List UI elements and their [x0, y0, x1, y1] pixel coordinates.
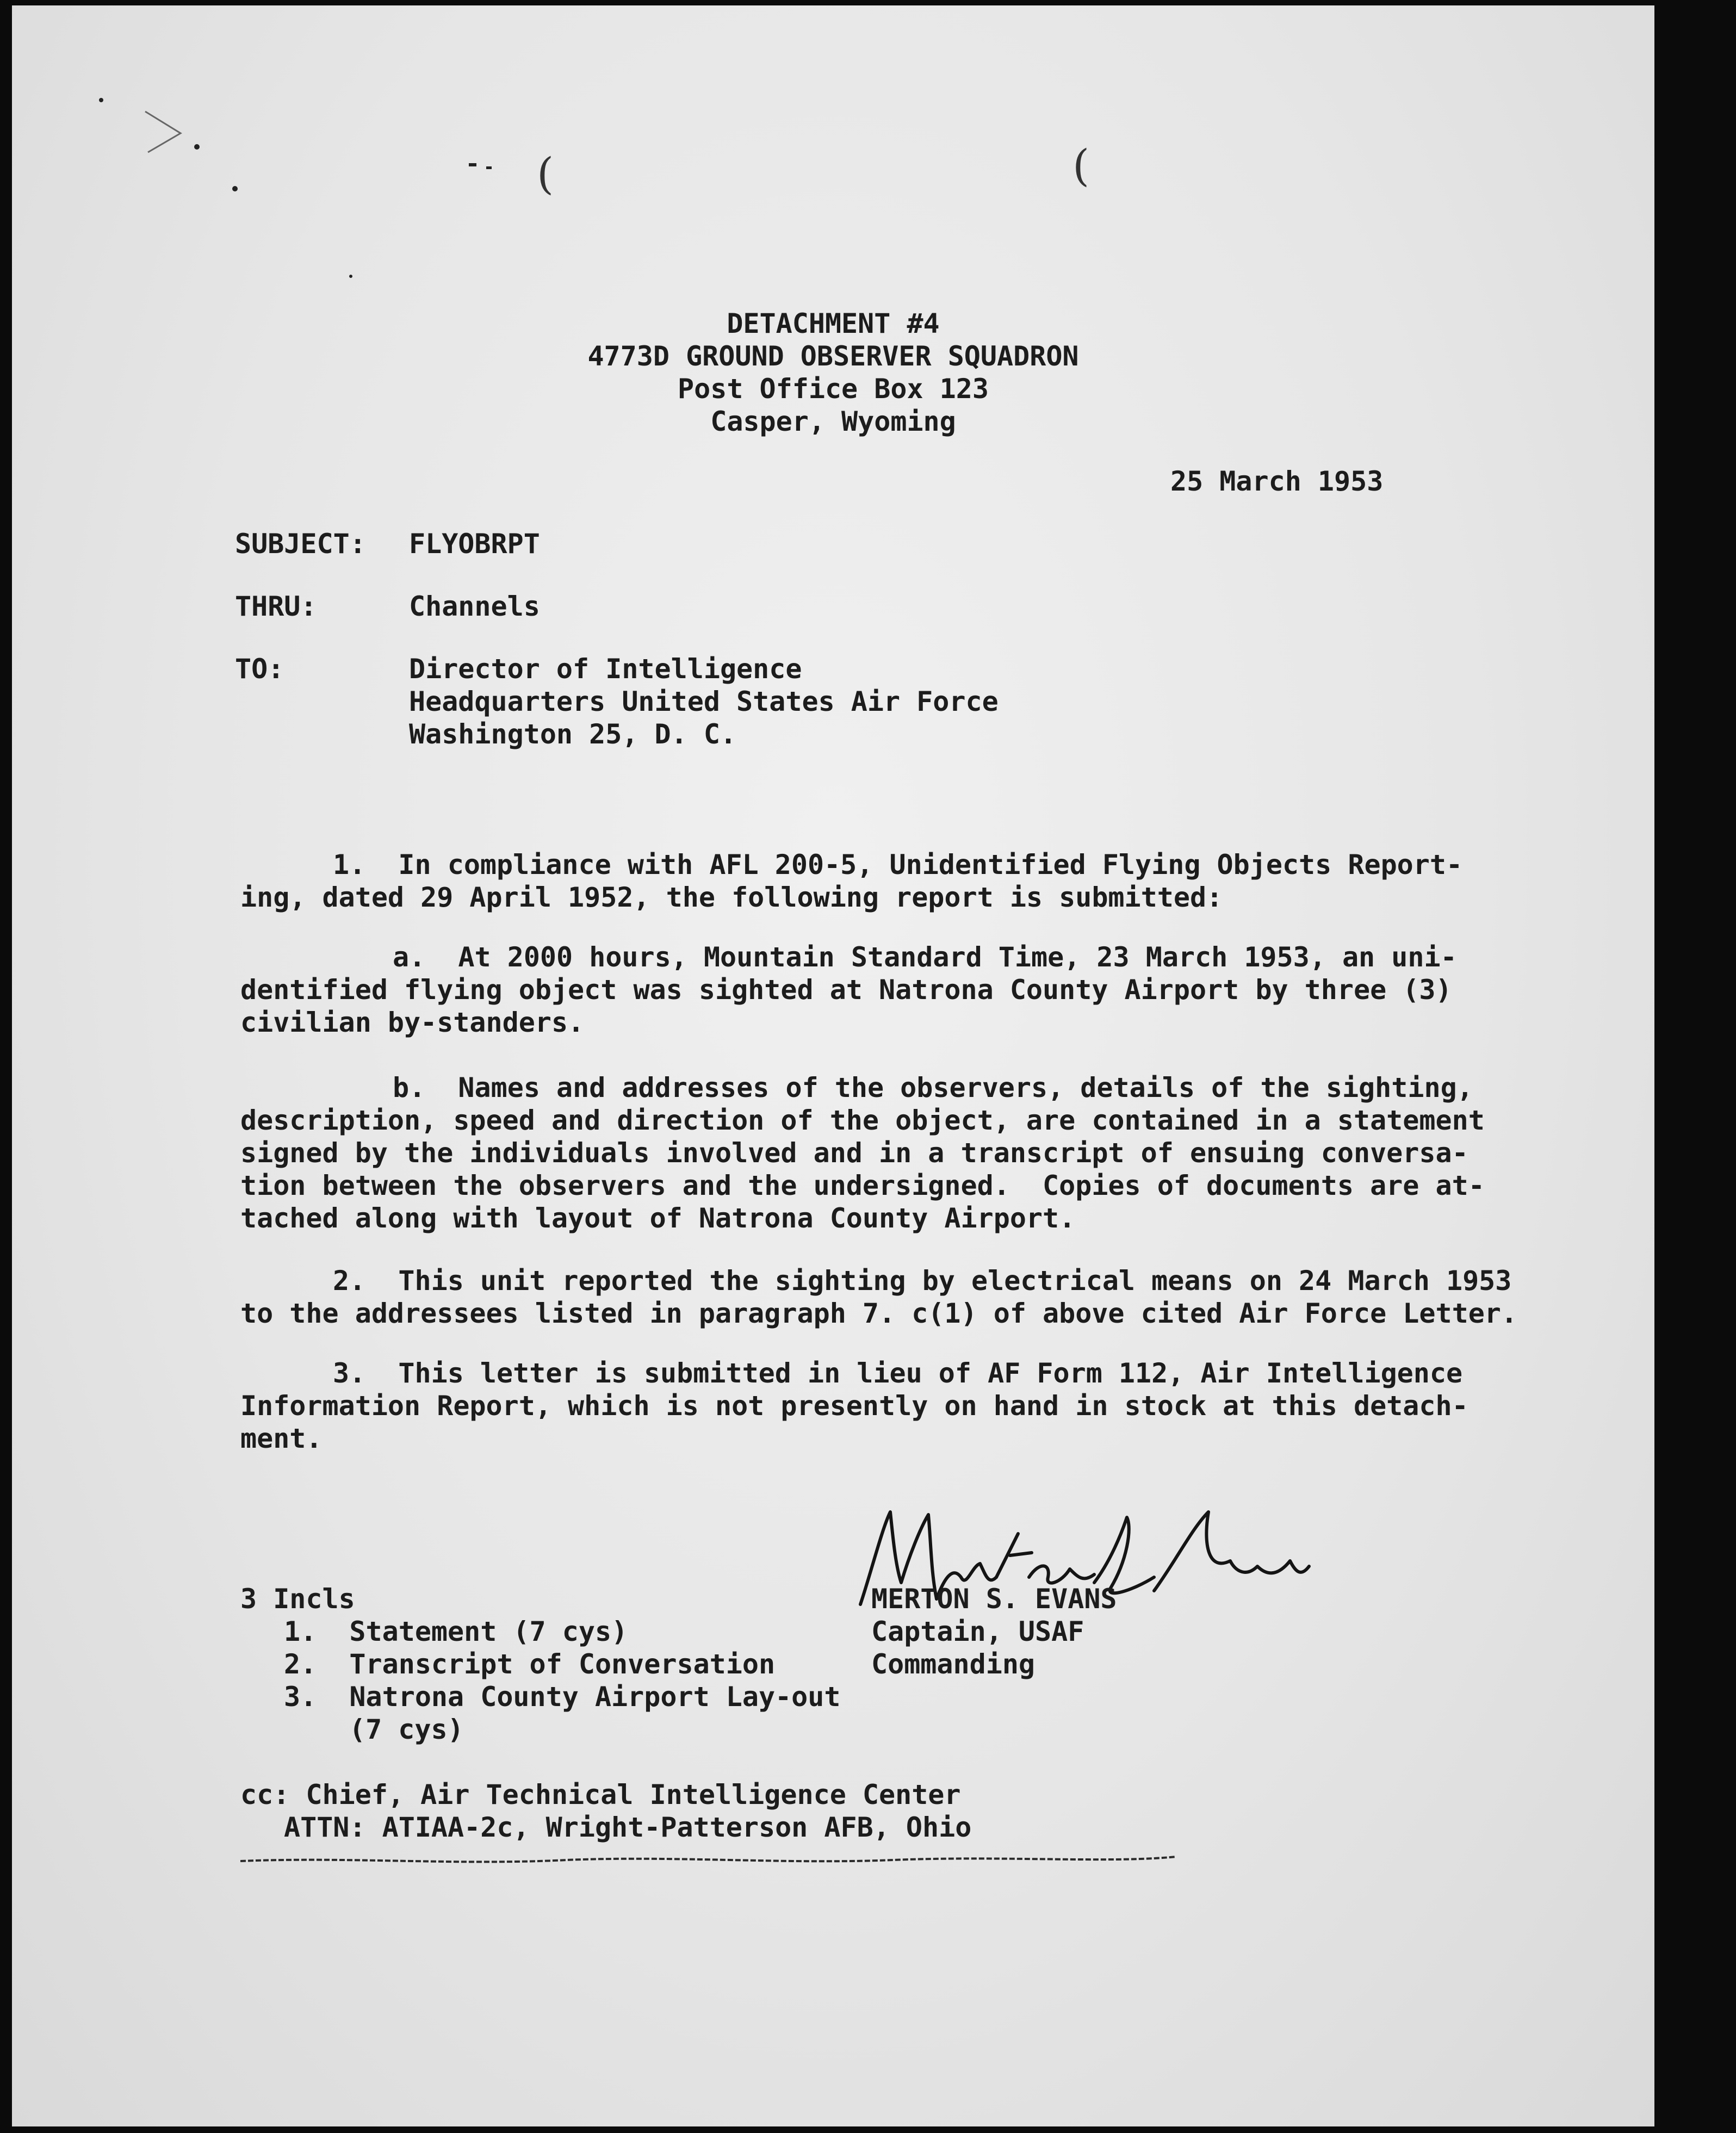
thru-value: Channels	[409, 591, 540, 622]
stray-mark	[232, 186, 238, 191]
signer-rank: Captain, USAF	[871, 1616, 1084, 1647]
signer-name: MERTON S. EVANS	[871, 1583, 1117, 1615]
paragraph-3-line-2: Information Report, which is not presently on hand in stock at this detach-	[240, 1390, 1468, 1422]
paragraph-3-line-1: 3. This letter is submitted in lieu of AF Form 112, Air Intelligence	[333, 1357, 1463, 1389]
to-line-1: Director of Intelligence	[409, 653, 802, 685]
paragraph-b-line-3: signed by the individuals involved and in a transcript of ensuing conversa-	[240, 1137, 1468, 1169]
paragraph-b-line-4: tion between the observers and the undersigned. Copies of documents are at-	[240, 1170, 1485, 1201]
enclosure-item-1: 1. Statement (7 cys)	[284, 1616, 628, 1647]
stray-paren-left: (	[537, 148, 554, 199]
thru-label: THRU:	[235, 591, 317, 622]
enclosure-item-2: 2. Transcript of Conversation	[284, 1648, 776, 1680]
cc-line-2: ATTN: ATIAA-2c, Wright-Patterson AFB, Ohio	[284, 1812, 972, 1843]
enclosures-header: 3 Incls	[240, 1583, 355, 1615]
paragraph-a-line-1: a. At 2000 hours, Mountain Standard Time, 23 March 1953, an uni-	[393, 941, 1457, 973]
to-label: TO:	[235, 653, 284, 685]
subject-label: SUBJECT:	[235, 528, 366, 560]
paragraph-b-line-5: tached along with layout of Natrona County Airport.	[240, 1202, 1076, 1234]
to-line-2: Headquarters United States Air Force	[409, 686, 999, 717]
letter-date: 25 March 1953	[1170, 466, 1384, 497]
stray-mark	[486, 166, 492, 169]
paragraph-b-line-1: b. Names and addresses of the observers, details of the sighting,	[393, 1072, 1473, 1103]
stray-mark	[469, 163, 476, 166]
subject-value: FLYOBRPT	[409, 528, 540, 560]
signer-title: Commanding	[871, 1648, 1036, 1680]
paragraph-a-line-3: civilian by-standers.	[240, 1007, 585, 1038]
document-page	[12, 5, 1654, 2126]
stray-stroke	[142, 109, 191, 158]
paragraph-1-line-2: ing, dated 29 April 1952, the following report is submitted:	[240, 882, 1223, 913]
stray-mark	[349, 275, 352, 278]
paragraph-b-line-2: description, speed and direction of the object, are contained in a statement	[240, 1105, 1485, 1136]
letterhead-address: Post Office Box 123	[678, 373, 989, 405]
paragraph-3-line-3: ment.	[240, 1423, 323, 1454]
to-line-3: Washington 25, D. C.	[409, 718, 737, 750]
enclosure-item-3-continued: (7 cys)	[349, 1714, 464, 1745]
letterhead-unit-number: DETACHMENT #4	[727, 308, 940, 339]
letterhead-city: Casper, Wyoming	[710, 406, 956, 437]
paragraph-1-line-1: 1. In compliance with AFL 200-5, Unidentified Flying Objects Report-	[333, 849, 1463, 881]
stray-paren-right: (	[1072, 140, 1090, 191]
paragraph-2-line-2: to the addressees listed in paragraph 7. c(1) of above cited Air Force Letter.	[240, 1298, 1517, 1329]
paragraph-2-line-1: 2. This unit reported the sighting by electrical means on 24 March 1953	[333, 1265, 1512, 1297]
stray-mark	[99, 98, 103, 102]
paragraph-a-line-2: dentified flying object was sighted at Natrona County Airport by three (3)	[240, 974, 1452, 1006]
letterhead-squadron: 4773D GROUND OBSERVER SQUADRON	[587, 340, 1079, 372]
enclosure-item-3: 3. Natrona County Airport Lay-out	[284, 1681, 841, 1713]
stray-mark	[194, 144, 200, 150]
cc-line-1: cc: Chief, Air Technical Intelligence Center	[240, 1779, 961, 1810]
bottom-rule	[240, 1849, 1176, 1871]
